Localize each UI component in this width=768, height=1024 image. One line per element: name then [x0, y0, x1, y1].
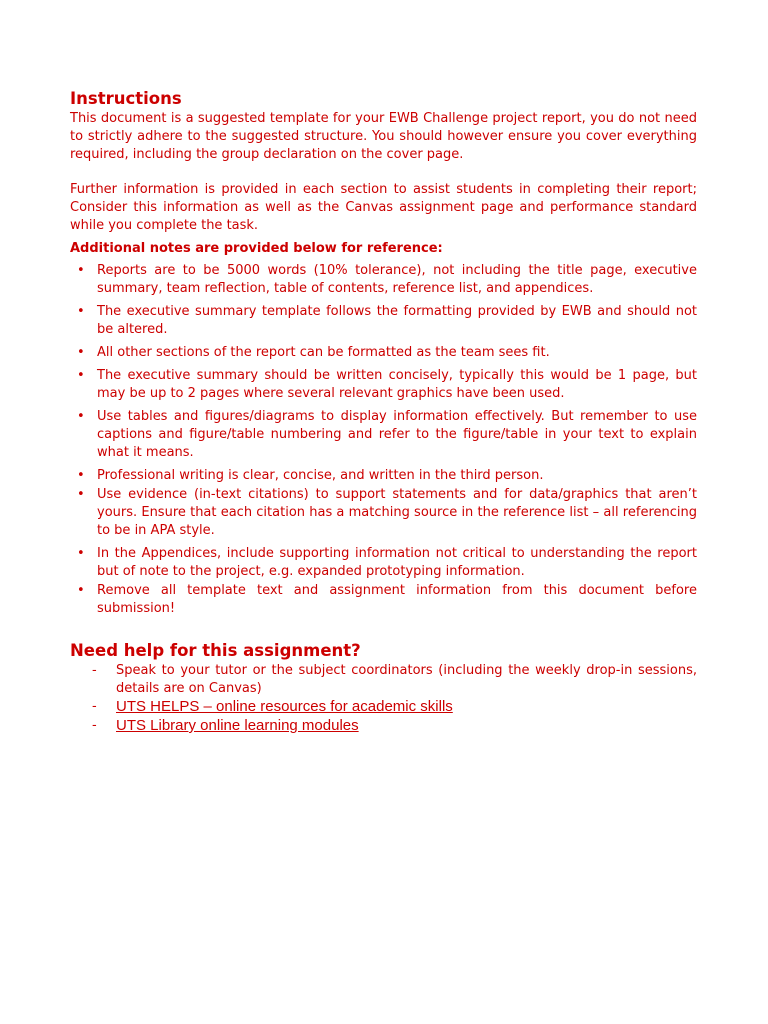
note-text: Use tables and figures/diagrams to display information effectively. But remember to use captions and figure/table numbering and refer to the figure/table in your text to explain what it means.: [97, 409, 697, 460]
uts-helps-link[interactable]: UTS HELPS – online resources for academic skills: [116, 698, 453, 715]
list-item: [70, 662, 697, 698]
dash-marker: -: [92, 663, 97, 678]
note-text: Reports are to be 5000 words (10% tolerance), not including the title page, executive summary, team reflection, table of contents, reference list, and appendices.: [97, 263, 697, 296]
note-text: All other sections of the report can be formatted as the team sees fit.: [97, 345, 550, 360]
help-list: [70, 662, 697, 736]
additional-notes-label: Additional notes are provided below for reference:: [70, 241, 443, 256]
note-text: Remove all template text and assignment information from this document before submission!: [97, 583, 697, 616]
bullet-icon: •: [77, 546, 85, 561]
bullet-icon: •: [77, 345, 85, 360]
list-item: [70, 467, 697, 485]
bullet-icon: •: [77, 368, 85, 383]
note-text: Use evidence (in-text citations) to support statements and for data/graphics that aren’t yours. Ensure that each citation has a matching source in the reference list – all referencing to be in APA style.: [97, 487, 697, 538]
help-heading: Need help for this assignment?: [70, 641, 361, 660]
instructions-paragraph-2: Further information is provided in each section to assist students in completing their report; Consider this information as well as the Canvas assignment page and performance standard while you complete the task.: [70, 182, 697, 233]
note-text: Professional writing is clear, concise, and written in the third person.: [97, 468, 544, 483]
notes-list: [70, 262, 697, 618]
instructions-heading: Instructions: [70, 89, 182, 108]
list-item: [70, 717, 697, 736]
list-item: [70, 367, 697, 403]
list-item: [70, 303, 697, 339]
dash-marker: -: [92, 718, 97, 733]
list-item: [70, 545, 697, 581]
note-text: The executive summary should be written concisely, typically this would be 1 page, but may be up to 2 pages where several relevant graphics have been used.: [97, 368, 697, 401]
list-item: [70, 698, 697, 717]
list-item: [70, 582, 697, 618]
bullet-icon: •: [77, 304, 85, 319]
instructions-paragraph-1: This document is a suggested template for your EWB Challenge project report, you do not need to strictly adhere to the suggested structure. You should however ensure you cover everything required, including the group declaration on the cover page.: [70, 111, 697, 162]
uts-library-link[interactable]: UTS Library online learning modules: [116, 717, 359, 734]
help-item-text: Speak to your tutor or the subject coordinators (including the weekly drop-in sessions, details are on Canvas): [116, 663, 697, 696]
list-item: [70, 408, 697, 462]
bullet-icon: •: [77, 487, 85, 502]
document-page: [70, 88, 697, 736]
bullet-icon: •: [77, 409, 85, 424]
note-text: The executive summary template follows the formatting provided by EWB and should not be altered.: [97, 304, 697, 337]
bullet-icon: •: [77, 583, 85, 598]
list-item: [70, 262, 697, 298]
bullet-icon: •: [77, 263, 85, 278]
list-item: [70, 344, 697, 362]
note-text: In the Appendices, include supporting information not critical to understanding the report but of note to the project, e.g. expanded prototyping information.: [97, 546, 697, 579]
dash-marker: -: [92, 699, 97, 714]
bullet-icon: •: [77, 468, 85, 483]
list-item: [70, 486, 697, 540]
